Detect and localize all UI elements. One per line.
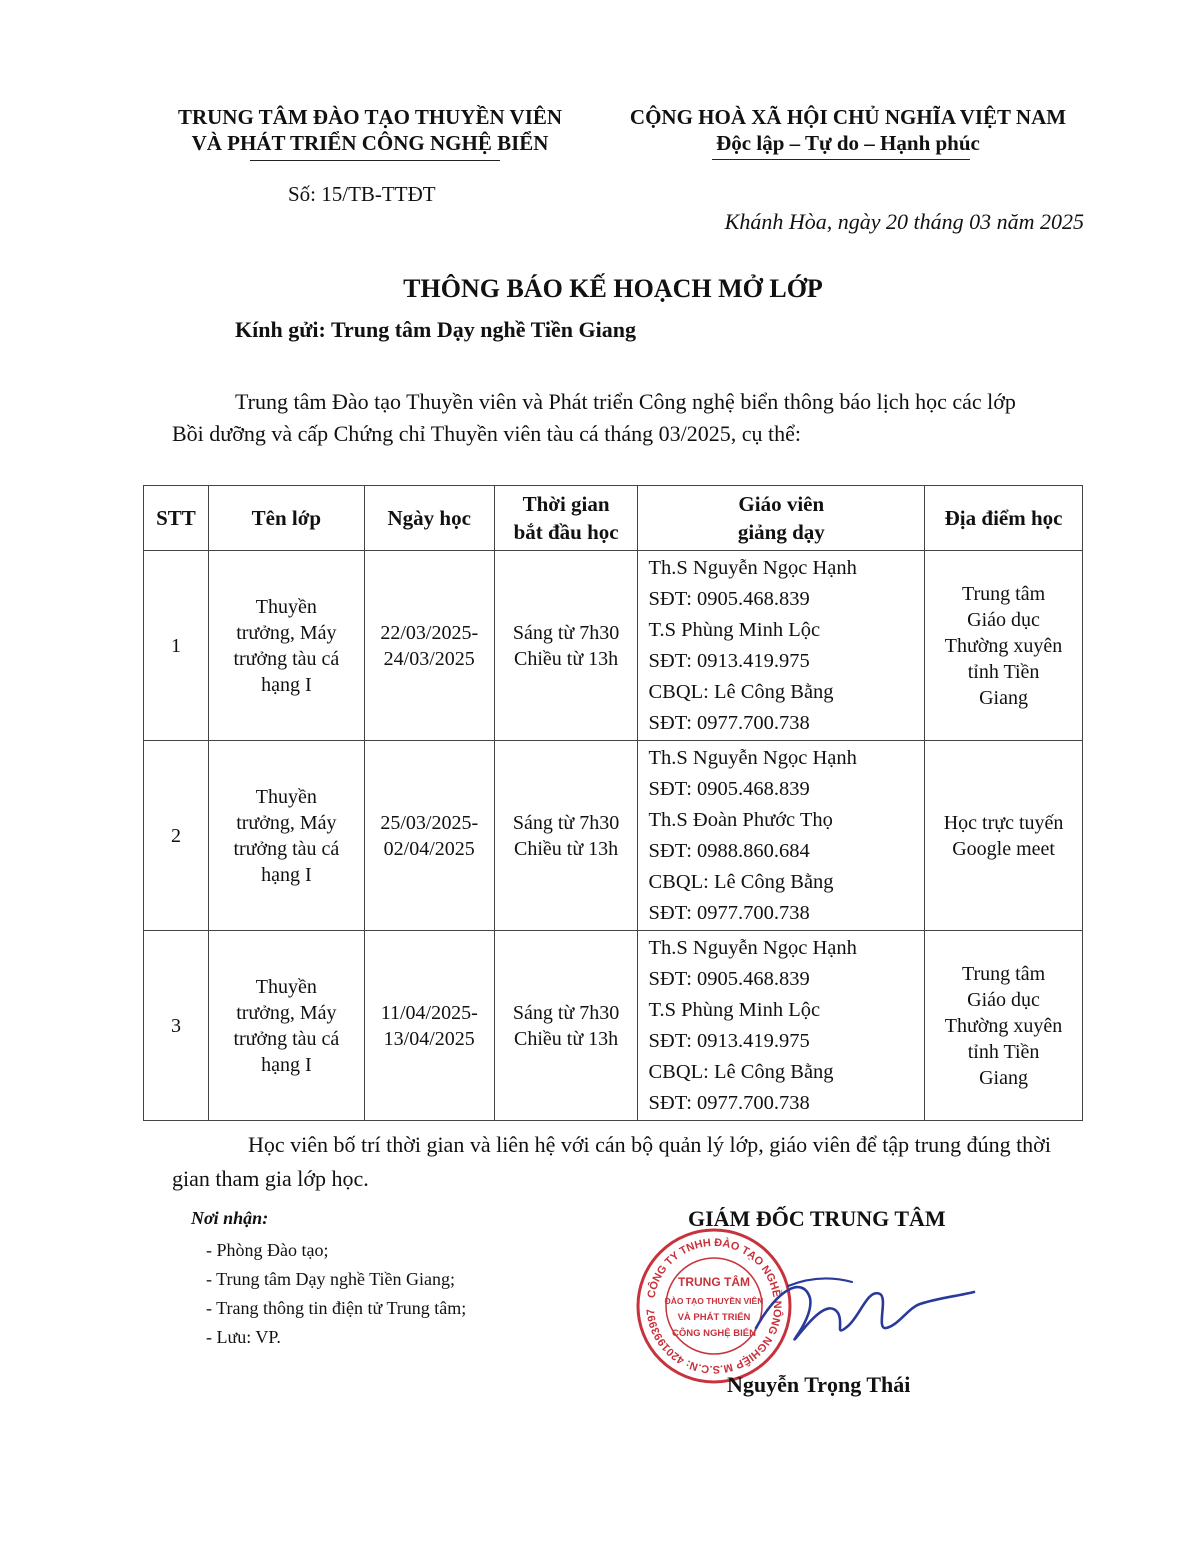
cell-class: Thuyền trưởng, Máy trưởng tàu cá hạng I <box>208 551 364 741</box>
list-item: - Phòng Đào tạo; <box>206 1240 329 1260</box>
list-item: - Lưu: VP. <box>206 1327 281 1347</box>
recipients-list <box>206 1236 466 1352</box>
cell-dates: 22/03/2025- 24/03/2025 <box>364 551 494 741</box>
recipient-line: Kính gửi: Trung tâm Dạy nghề Tiền Giang <box>235 317 636 342</box>
header-class: Tên lớp <box>208 486 364 551</box>
table-row <box>144 741 1083 931</box>
list-item: - Trang thông tin điện tử Trung tâm; <box>206 1298 467 1318</box>
schedule-table <box>143 485 1083 1121</box>
svg-text:VÀ PHÁT TRIỂN: VÀ PHÁT TRIỂN <box>677 1312 751 1323</box>
org-underline <box>250 160 500 161</box>
director-title: GIÁM ĐỐC TRUNG TÂM <box>688 1206 946 1231</box>
list-item: - Trung tâm Dạy nghề Tiền Giang; <box>206 1269 456 1289</box>
closing-paragraph: Học viên bố trí thời gian và liên hệ với cán bộ quản lý lớp, giáo viên để tập trung đúng thời gian tham gia lớp học. <box>172 1132 1051 1191</box>
cell-location: Trung tâm Giáo dục Thường xuyên tỉnh Tiền Giang <box>925 931 1083 1121</box>
header-dates: Ngày học <box>364 486 494 551</box>
nation-line-1: CỘNG HOÀ XÃ HỘI CHỦ NGHĨA VIỆT NAM <box>629 105 1067 129</box>
cell-dates: 11/04/2025- 13/04/2025 <box>364 931 494 1121</box>
date-line: Khánh Hòa, ngày 20 tháng 03 năm 2025 <box>724 209 1084 234</box>
svg-text:CÔNG NGHỆ BIỂN: CÔNG NGHỆ BIỂN <box>672 1328 756 1339</box>
intro-paragraph: Trung tâm Đào tạo Thuyền viên và Phát triển Công nghệ biển thông báo lịch học các lớp Bồi dưỡng và cấp Chứng chỉ Thuyền viên tàu cá tháng 03/2025, cụ thể: <box>172 389 1016 446</box>
signer-name: Nguyễn Trọng Thái <box>727 1372 911 1397</box>
cell-stt: 2 <box>144 741 209 931</box>
org-line-1: TRUNG TÂM ĐÀO TẠO THUYỀN VIÊN <box>177 105 563 129</box>
header-teachers: Giáo viên giảng dạy <box>638 486 925 551</box>
cell-class: Thuyền trưởng, Máy trưởng tàu cá hạng I <box>208 931 364 1121</box>
motto-underline <box>712 159 970 160</box>
org-line-2: VÀ PHÁT TRIỂN CÔNG NGHỆ BIỂN <box>191 131 549 155</box>
handwritten-signature <box>748 1268 978 1358</box>
nation-line-2: Độc lập – Tự do – Hạnh phúc <box>716 131 980 155</box>
cell-teachers: Th.S Nguyễn Ngọc Hạnh SĐT: 0905.468.839 Th.S Đoàn Phước Thọ SĐT: 0988.860.684 CBQL: Lê Công Bằng SĐT: 0977.700.738 <box>638 741 925 931</box>
cell-dates: 25/03/2025- 02/04/2025 <box>364 741 494 931</box>
cell-stt: 3 <box>144 931 209 1121</box>
table-row <box>144 931 1083 1121</box>
document-title: THÔNG BÁO KẾ HOẠCH MỞ LỚP <box>403 274 823 303</box>
cell-start-time: Sáng từ 7h30 Chiều từ 13h <box>494 551 638 741</box>
cell-teachers: Th.S Nguyễn Ngọc Hạnh SĐT: 0905.468.839 T.S Phùng Minh Lộc SĐT: 0913.419.975 CBQL: Lê Công Bằng SĐT: 0977.700.738 <box>638 931 925 1121</box>
cell-stt: 1 <box>144 551 209 741</box>
header-location: Địa điểm học <box>925 486 1083 551</box>
recipients-label: Nơi nhận: <box>191 1208 269 1228</box>
cell-start-time: Sáng từ 7h30 Chiều từ 13h <box>494 931 638 1121</box>
svg-text:TRUNG TÂM: TRUNG TÂM <box>678 1275 750 1289</box>
table-header-row <box>144 486 1083 551</box>
cell-start-time: Sáng từ 7h30 Chiều từ 13h <box>494 741 638 931</box>
header-stt: STT <box>144 486 209 551</box>
cell-class: Thuyền trưởng, Máy trưởng tàu cá hạng I <box>208 741 364 931</box>
svg-text:CÔNG TY TNHH ĐÀO TẠO NGHỀ NÔNG: CÔNG TY TNHH ĐÀO TẠO NGHỀ NÔNG NGHIỆP M.S.C.N: 4201993997 <box>645 1236 784 1376</box>
header-start-time: Thời gian bắt đầu học <box>494 486 638 551</box>
table-row <box>144 551 1083 741</box>
cell-location: Học trực tuyến Google meet <box>925 741 1083 931</box>
svg-text:ĐÀO TẠO THUYỀN VIÊN: ĐÀO TẠO THUYỀN VIÊN <box>664 1296 764 1306</box>
document-number: Số: 15/TB-TTĐT <box>288 182 436 206</box>
cell-location: Trung tâm Giáo dục Thường xuyên tỉnh Tiền Giang <box>925 551 1083 741</box>
organization-name <box>150 104 590 156</box>
cell-teachers: Th.S Nguyễn Ngọc Hạnh SĐT: 0905.468.839 T.S Phùng Minh Lộc SĐT: 0913.419.975 CBQL: Lê Công Bằng SĐT: 0977.700.738 <box>638 551 925 741</box>
national-motto <box>598 104 1098 156</box>
